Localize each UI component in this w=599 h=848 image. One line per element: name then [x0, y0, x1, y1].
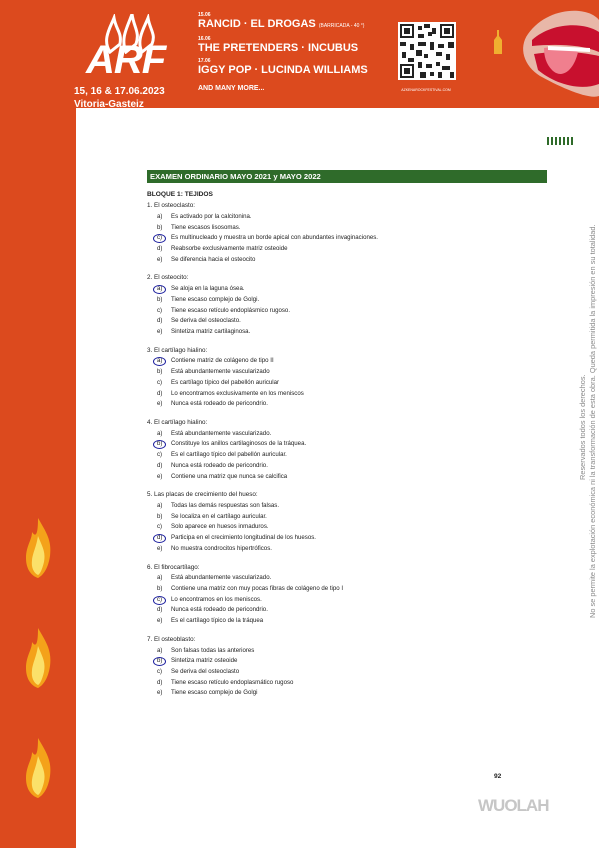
option-text: Contiene una matriz que nunca se calcifica	[171, 472, 288, 480]
option-letter-text: e)	[157, 255, 163, 263]
option-letter	[157, 461, 171, 472]
logo-text: ARF	[86, 38, 166, 82]
question	[147, 490, 547, 554]
copyright-line: Reservados todos los derechos.	[578, 374, 587, 480]
option-letter-text: d)	[157, 534, 163, 542]
option-text: Se diferencia hacia el osteocito	[171, 255, 256, 263]
flame-icon	[22, 518, 54, 578]
option-letter-text: e)	[157, 689, 163, 697]
option-letter-text: a)	[157, 212, 163, 220]
answer-option	[147, 233, 547, 244]
option-letter	[157, 233, 171, 244]
question	[147, 201, 547, 265]
option-text: Es el cartílago típico del pabellón auricular.	[171, 451, 287, 459]
option-letter-text: e)	[157, 544, 163, 552]
option-letter	[157, 429, 171, 440]
answer-circle-mark	[153, 285, 166, 294]
answer-option	[147, 356, 547, 367]
option-letter-text: b)	[157, 440, 163, 448]
question-stem: El cartílago hialino:	[154, 346, 208, 354]
option-letter	[157, 501, 171, 512]
flame-icon	[22, 628, 54, 688]
option-letter	[157, 656, 171, 667]
lineup-bands: RANCID · EL DROGAS (BARRICADA - 40 °)	[198, 18, 365, 30]
option-letter	[157, 284, 171, 295]
lineup-date: 16.06	[198, 36, 211, 42]
section-heading: BLOQUE 1: TEJIDOS	[147, 191, 213, 198]
answer-option	[147, 306, 547, 317]
question-stem: El cartílago hialino:	[154, 418, 208, 426]
question-text	[147, 273, 547, 284]
option-letter-text: a)	[157, 646, 163, 654]
answer-option	[147, 512, 547, 523]
answer-option	[147, 595, 547, 606]
option-text: Se deriva del osteoclasto.	[171, 317, 241, 325]
option-letter-text: c)	[157, 523, 163, 531]
answer-option	[147, 522, 547, 533]
answer-circle-mark	[153, 440, 166, 449]
answer-option	[147, 501, 547, 512]
option-text: Lo encontramos en los meniscos.	[171, 595, 262, 603]
option-text: Nunca está rodeado de pericondrio.	[171, 400, 268, 408]
answer-option	[147, 439, 547, 450]
option-letter-text: d)	[157, 317, 163, 325]
option-text: Son falsas todas las anteriores	[171, 646, 255, 654]
page-number: 92	[494, 773, 502, 780]
option-letter-text: b)	[157, 295, 163, 303]
option-letter-text: b)	[157, 585, 163, 593]
answer-option	[147, 656, 547, 667]
qr-code-icon[interactable]	[398, 22, 456, 80]
option-letter	[157, 356, 171, 367]
answer-option	[147, 646, 547, 657]
answer-option	[147, 605, 547, 616]
option-letter	[157, 327, 171, 338]
option-text: No muestra condrocitos hipertróficos.	[171, 544, 272, 552]
answer-circle-mark	[153, 357, 166, 366]
option-text: Tiene escaso complejo de Golgi.	[171, 295, 260, 303]
answer-option	[147, 450, 547, 461]
option-text: Está abundantemente vascularizado.	[171, 574, 272, 582]
option-letter	[157, 295, 171, 306]
barcode-icon	[547, 137, 573, 145]
exam-content	[147, 170, 547, 699]
option-letter-text: c)	[157, 451, 163, 459]
copyright-line: No se permite la explotación económica ni la transformación de esta obra. Queda permitida la impresión en su totalidad.	[588, 224, 597, 618]
option-letter-text: a)	[157, 574, 163, 582]
lips-icon	[518, 0, 599, 108]
question-text	[147, 201, 547, 212]
question-number: 5.	[147, 491, 153, 499]
question-text	[147, 418, 547, 429]
option-letter	[157, 678, 171, 689]
answer-option	[147, 389, 547, 400]
option-letter	[157, 646, 171, 657]
question-stem: El osteoclasto:	[154, 202, 195, 209]
option-text: Participa en el crecimiento longitudinal de los huesos.	[171, 534, 316, 542]
answer-circle-mark	[153, 657, 166, 666]
option-text: Está abundantemente vascularizado.	[171, 429, 272, 437]
option-text: Tiene escasos lisosomas.	[171, 223, 241, 231]
option-text: Sintetiza matriz cartilaginosa.	[171, 327, 251, 335]
question-stem: El osteocito:	[154, 274, 189, 282]
option-letter-text: d)	[157, 244, 163, 252]
question-stem: El fibrocartílago:	[154, 563, 200, 571]
question-text	[147, 490, 547, 501]
answer-option	[147, 316, 547, 327]
flame-icon	[22, 738, 54, 798]
question-stem: El osteoblasto:	[154, 635, 196, 643]
lineup-bands: IGGY POP · LUCINDA WILLIAMS	[198, 64, 368, 76]
option-letter-text: e)	[157, 617, 163, 625]
option-text: Nunca está rodeado de pericondrio.	[171, 606, 268, 614]
option-text: Contiene una matriz con muy pocas fibras de colágeno de tipo I	[171, 585, 344, 593]
answer-circle-mark	[153, 596, 166, 605]
option-text: Nunca está rodeado de pericondrio.	[171, 461, 268, 469]
option-letter	[157, 595, 171, 606]
option-text: Se aloja en la laguna ósea.	[171, 285, 245, 293]
question	[147, 635, 547, 699]
answer-option	[147, 223, 547, 234]
option-letter-text: e)	[157, 472, 163, 480]
option-letter	[157, 573, 171, 584]
option-letter	[157, 605, 171, 616]
option-letter	[157, 472, 171, 483]
option-text: Es multinucleado y muestra un borde apical con abundantes invaginaciones.	[171, 234, 378, 242]
question-stem: Las placas de crecimiento del hueso:	[154, 491, 258, 499]
option-letter-text: c)	[157, 234, 163, 242]
option-letter-text: b)	[157, 223, 163, 231]
question	[147, 563, 547, 627]
option-letter	[157, 399, 171, 410]
option-text: Contiene matriz de colágeno de tipo II	[171, 357, 274, 365]
option-letter	[157, 544, 171, 555]
option-text: Es activado por la calcitonina.	[171, 212, 252, 220]
question-text	[147, 635, 547, 646]
option-letter-text: b)	[157, 512, 163, 520]
answer-circle-mark	[153, 234, 166, 243]
option-text: Constituye los anillos cartilaginosos de la tráquea.	[171, 440, 307, 448]
lineup-date: 15.06	[198, 12, 211, 18]
option-letter	[157, 512, 171, 523]
answer-option	[147, 429, 547, 440]
option-letter-text: e)	[157, 327, 163, 335]
option-text: Es cartílago típico del pabellón auricular	[171, 378, 280, 386]
wuolah-watermark: WUOLAH	[478, 796, 549, 815]
festival-dates: 15, 16 & 17.06.2023	[74, 86, 165, 97]
option-letter-text: b)	[157, 368, 163, 376]
option-letter-text: e)	[157, 400, 163, 408]
option-letter-text: a)	[157, 502, 163, 510]
festival-logo	[74, 14, 194, 108]
option-text: Reabsorbe exclusivamente matriz osteoide	[171, 244, 288, 252]
festival-city: Vitoria-Gasteiz	[74, 99, 144, 108]
option-text: Se deriva del osteoclasto	[171, 668, 240, 676]
lineup-date: 17.06	[198, 58, 211, 64]
answer-option	[147, 616, 547, 627]
lineup	[198, 12, 388, 92]
answer-option	[147, 584, 547, 595]
answer-option	[147, 327, 547, 338]
option-letter-text: a)	[157, 357, 163, 365]
option-text: Tiene escaso complejo de Golgi	[171, 689, 258, 697]
option-text: Sintetiza matriz osteoide	[171, 657, 238, 665]
option-letter	[157, 223, 171, 234]
question-text	[147, 346, 547, 357]
option-letter	[157, 378, 171, 389]
option-letter-text: c)	[157, 306, 163, 314]
option-letter	[157, 316, 171, 327]
option-letter-text: c)	[157, 595, 163, 603]
answer-circle-mark	[153, 534, 166, 543]
option-letter-text: d)	[157, 389, 163, 397]
option-text: Solo aparece en huesos inmaduros.	[171, 523, 269, 531]
option-letter	[157, 244, 171, 255]
answer-option	[147, 367, 547, 378]
option-text: Es el cartílago típico de la tráquea	[171, 617, 264, 625]
exam-title: EXAMEN ORDINARIO MAYO 2021 y MAYO 2022	[147, 170, 547, 183]
option-letter	[157, 255, 171, 266]
question	[147, 346, 547, 410]
answer-option	[147, 284, 547, 295]
answer-option	[147, 244, 547, 255]
question-number: 7.	[147, 635, 153, 643]
option-letter	[157, 616, 171, 627]
question-number: 6.	[147, 563, 153, 571]
option-letter	[157, 688, 171, 699]
answer-option	[147, 461, 547, 472]
question	[147, 418, 547, 482]
option-letter	[157, 584, 171, 595]
question	[147, 273, 547, 337]
question-number: 3.	[147, 346, 153, 354]
option-text: Tiene escaso retículo endoplasmático rugoso	[171, 678, 294, 686]
option-text: Lo encontramos exclusivamente en los meniscos	[171, 389, 304, 397]
option-letter	[157, 533, 171, 544]
option-letter-text: c)	[157, 378, 163, 386]
answer-option	[147, 544, 547, 555]
lineup-bands: THE PRETENDERS · INCUBUS	[198, 42, 359, 54]
answer-option	[147, 573, 547, 584]
option-text: Está abundantemente vascularizado	[171, 368, 270, 376]
option-letter	[157, 367, 171, 378]
answer-option	[147, 295, 547, 306]
answer-option	[147, 667, 547, 678]
option-letter-text: a)	[157, 429, 163, 437]
option-letter-text: b)	[157, 657, 163, 665]
question-list	[147, 201, 547, 699]
answer-option	[147, 472, 547, 483]
question-text	[147, 563, 547, 574]
option-letter	[157, 389, 171, 400]
option-letter	[157, 212, 171, 223]
answer-option	[147, 678, 547, 689]
ad-banner[interactable]	[0, 0, 599, 108]
option-letter	[157, 439, 171, 450]
bottle-icon	[492, 30, 504, 54]
option-letter-text: d)	[157, 606, 163, 614]
option-letter	[157, 522, 171, 533]
answer-option	[147, 212, 547, 223]
option-letter-text: d)	[157, 678, 163, 686]
festival-url[interactable]: AZKENAROCKFESTIVAL.COM	[401, 88, 451, 92]
option-letter-text: a)	[157, 285, 163, 293]
question-number: 4.	[147, 418, 153, 426]
answer-option	[147, 688, 547, 699]
answer-option	[147, 255, 547, 266]
option-letter	[157, 667, 171, 678]
option-letter-text: c)	[157, 668, 163, 676]
option-text: Se localiza en el cartílago auricular.	[171, 512, 267, 520]
option-letter	[157, 306, 171, 317]
option-text: Tiene escaso retículo endoplásmico rugoso.	[171, 306, 291, 314]
answer-option	[147, 399, 547, 410]
left-sidebar-ad[interactable]	[0, 108, 76, 848]
answer-option	[147, 378, 547, 389]
option-letter	[157, 450, 171, 461]
question-number: 2.	[147, 274, 153, 282]
answer-option	[147, 533, 547, 544]
option-text: Todas las demás respuestas son falsas.	[171, 502, 280, 510]
question-number: 1.	[147, 202, 153, 209]
option-letter-text: d)	[157, 461, 163, 469]
lineup-more: AND MANY MORE...	[198, 85, 265, 92]
